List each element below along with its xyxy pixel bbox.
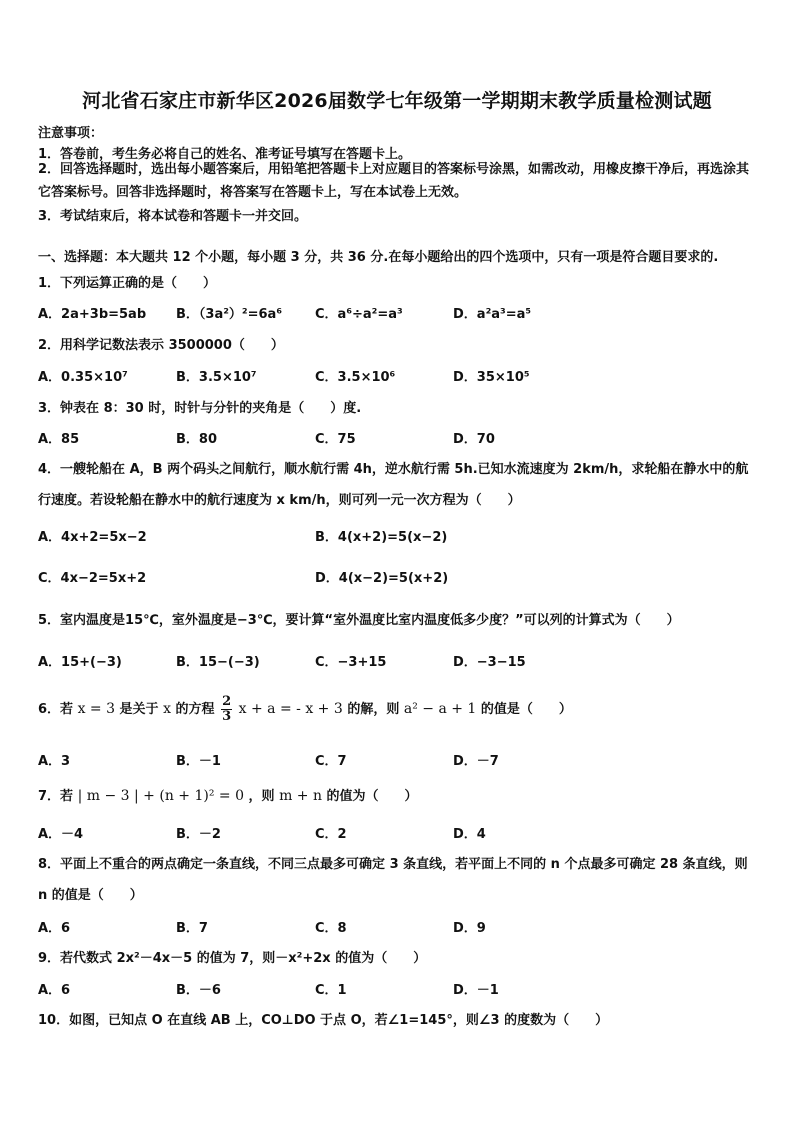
question-3: 3．钟表在 8：30 时，时针与分针的夹角是（ ）度. bbox=[38, 401, 362, 416]
q4-option-b: B．4(x+2)=5(x−2) bbox=[315, 530, 448, 545]
notice-item-1: 1．答卷前，考生务必将自己的姓名、准考证号填写在答题卡上。 bbox=[38, 147, 412, 162]
q7-option-c: C．2 bbox=[315, 827, 347, 842]
q5-option-a: A．15+(−3) bbox=[38, 655, 122, 670]
q3-option-c: C．75 bbox=[315, 432, 356, 447]
q7-text-3: 的值为（ ） bbox=[326, 789, 418, 804]
q7-math-2: m + n bbox=[279, 788, 323, 804]
question-7 bbox=[38, 785, 418, 804]
q8-option-c: C．8 bbox=[315, 921, 347, 936]
q6-math-1: x = 3 bbox=[77, 701, 116, 717]
q9-option-c: C．1 bbox=[315, 983, 347, 998]
q6-option-a: A．3 bbox=[38, 754, 71, 769]
q1-option-b: B．（3a²）²=6a⁶ bbox=[176, 307, 283, 322]
question-4: 4．一艘轮船在 A，B 两个码头之间航行，顺水航行需 4h，逆水航行需 5h.已知水流速度为 2km/h，求轮船在静水中的航行速度。若设轮船在静水中的航行速度为 x km/h，则可列一元一次方程为（ ） bbox=[38, 462, 749, 508]
q1-option-c: C．a⁶÷a²=a³ bbox=[315, 307, 403, 322]
q6-math-2: x bbox=[163, 701, 171, 717]
q6-fraction-num: 2 bbox=[222, 694, 232, 709]
q5-option-c: C．−3+15 bbox=[315, 655, 387, 670]
section-heading: 一、选择题：本大题共 12 个小题，每小题 3 分，共 36 分.在每小题给出的四个选项中，只有一项是符合题目要求的. bbox=[38, 250, 719, 265]
question-9: 9．若代数式 2x²－4x－5 的值为 7，则－x²+2x 的值为（ ） bbox=[38, 951, 427, 966]
q5-option-d: D．−3−15 bbox=[453, 655, 526, 670]
q7-text-2: ，则 bbox=[248, 789, 275, 804]
q4-option-a: A．4x+2=5x−2 bbox=[38, 530, 147, 545]
q9-option-d: D．－1 bbox=[453, 983, 499, 998]
question-6 bbox=[38, 692, 572, 727]
notice-heading: 注意事项： bbox=[38, 126, 104, 141]
q8-option-d: D．9 bbox=[453, 921, 486, 936]
q6-fraction-den: 3 bbox=[222, 709, 232, 724]
q7-text-1: 7．若 bbox=[38, 789, 74, 804]
notice-item-3: 3．考试结束后，将本试卷和答题卡一并交回。 bbox=[38, 209, 308, 224]
q2-option-b: B．3.5×10⁷ bbox=[176, 370, 257, 385]
q4-option-c: C．4x−2=5x+2 bbox=[38, 571, 147, 586]
q8-option-b: B．7 bbox=[176, 921, 208, 936]
q8-option-a: A．6 bbox=[38, 921, 71, 936]
notice-item-2: 2．回答选择题时，选出每小题答案后，用铅笔把答题卡上对应题目的答案标号涂黑，如需改动，用橡皮擦干净后，再选涂其它答案标号。回答非选择题时，将答案写在答题卡上，写在本试卷上无效。 bbox=[38, 162, 750, 200]
question-5: 5．室内温度是15℃，室外温度是−3℃，要计算“室外温度比室内温度低多少度？”可以列的计算式为（ ） bbox=[38, 613, 680, 628]
q1-option-a: A．2a+3b=5ab bbox=[38, 307, 147, 322]
q7-option-b: B．－2 bbox=[176, 827, 221, 842]
q3-option-a: A．85 bbox=[38, 432, 80, 447]
q6-option-b: B．－1 bbox=[176, 754, 221, 769]
q6-text-2: 是关于 bbox=[119, 702, 159, 717]
q6-text-1: 6．若 bbox=[38, 702, 74, 717]
q7-option-a: A．－4 bbox=[38, 827, 84, 842]
q2-option-a: A．0.35×10⁷ bbox=[38, 370, 128, 385]
q3-option-d: D．70 bbox=[453, 432, 495, 447]
q4-option-d: D．4(x−2)=5(x+2) bbox=[315, 571, 449, 586]
q7-option-d: D．4 bbox=[453, 827, 486, 842]
q9-option-b: B．－6 bbox=[176, 983, 221, 998]
q2-option-c: C．3.5×10⁶ bbox=[315, 370, 396, 385]
q5-option-b: B．15−(−3) bbox=[176, 655, 260, 670]
question-10: 10．如图，已知点 O 在直线 AB 上，CO⊥DO 于点 O，若∠1=145°，则∠3 的度数为（ ） bbox=[38, 1013, 609, 1028]
q9-option-a: A．6 bbox=[38, 983, 71, 998]
q1-option-d: D．a²a³=a⁵ bbox=[453, 307, 532, 322]
q6-option-d: D．－7 bbox=[453, 754, 499, 769]
q6-fraction bbox=[221, 695, 232, 724]
question-2: 2．用科学记数法表示 3500000（ ） bbox=[38, 338, 284, 353]
question-1: 1．下列运算正确的是（ ） bbox=[38, 276, 217, 291]
q6-text-3: 的方程 bbox=[175, 702, 215, 717]
q6-option-c: C．7 bbox=[315, 754, 347, 769]
q7-math-1: | m − 3 | + (n + 1)² = 0 bbox=[77, 788, 244, 804]
q3-option-b: B．80 bbox=[176, 432, 217, 447]
q2-option-d: D．35×10⁵ bbox=[453, 370, 530, 385]
q6-text-4: 的解，则 bbox=[347, 702, 400, 717]
q6-math-4: a² − a + 1 bbox=[403, 701, 477, 717]
q6-math-3: x + a = - x + 3 bbox=[238, 701, 343, 717]
question-8: 8．平面上不重合的两点确定一条直线，不同三点最多可确定 3 条直线，若平面上不同的 n 个点最多可确定 28 条直线，则 n 的值是（ ） bbox=[38, 857, 748, 903]
page-title: 河北省石家庄市新华区2026届数学七年级第一学期期末教学质量检测试题 bbox=[82, 90, 712, 112]
q6-text-5: 的值是（ ） bbox=[480, 702, 572, 717]
